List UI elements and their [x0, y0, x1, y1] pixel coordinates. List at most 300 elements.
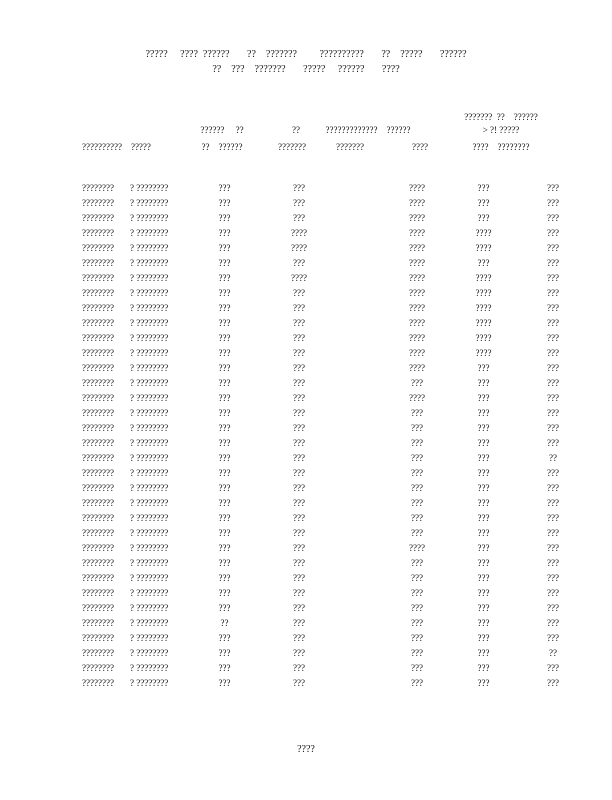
- table-cell: ????: [409, 183, 425, 193]
- document-title-line-1: ????? ???? ?????? ?? ??????? ?????????? ?? ????? ??????: [145, 49, 467, 60]
- table-cell: ???: [218, 528, 231, 538]
- table-cell: ???: [477, 258, 490, 268]
- table-cell: ???: [547, 228, 559, 238]
- table-cell: ? ????????: [130, 558, 169, 568]
- table-cell: ???: [477, 408, 490, 418]
- table-cell: ???: [547, 663, 559, 673]
- table-cell: ????????: [82, 393, 114, 403]
- column-header-3-line-2: ???????: [278, 142, 306, 152]
- table-cell: ???: [477, 558, 490, 568]
- table-cell: ????????: [82, 303, 114, 313]
- table-row: [82, 556, 604, 571]
- table-cell: ???: [547, 183, 559, 193]
- table-cell: ???: [477, 183, 490, 193]
- table-cell: ? ????????: [130, 468, 169, 478]
- table-row: [82, 181, 604, 196]
- table-cell: ???: [411, 528, 423, 538]
- table-row: [82, 241, 604, 256]
- table-cell: ???: [293, 183, 305, 193]
- table-cell: ???: [411, 453, 423, 463]
- table-cell: ???: [547, 543, 559, 553]
- table-cell: ? ????????: [130, 438, 169, 448]
- table-cell: ????: [409, 303, 425, 313]
- table-cell: ???: [547, 438, 559, 448]
- table-cell: ???: [411, 513, 423, 523]
- table-cell: ???: [547, 678, 559, 688]
- table-row: [82, 646, 604, 661]
- table-cell: ????: [409, 228, 425, 238]
- column-header-4-line-1: ????????????? ??????: [325, 125, 411, 135]
- table-cell: ???: [411, 468, 423, 478]
- table-cell: ???: [293, 543, 305, 553]
- table-cell: ???: [293, 288, 305, 298]
- document-title-line-2: ?? ??? ??????? ????? ?????? ????: [212, 64, 400, 75]
- table-cell: ???: [218, 408, 231, 418]
- table-cell: ???: [411, 378, 423, 388]
- table-cell: ???: [547, 498, 559, 508]
- table-cell: ???: [293, 483, 305, 493]
- table-cell: ???: [477, 378, 490, 388]
- table-spacer-cell: [351, 256, 369, 271]
- table-cell: ???: [547, 348, 559, 358]
- table-spacer-cell: [351, 436, 369, 451]
- table-row: [82, 271, 604, 286]
- table-cell: ? ????????: [130, 378, 169, 388]
- table-cell: ???: [547, 633, 559, 643]
- table-spacer-cell: [351, 646, 369, 661]
- table-cell: ???: [218, 393, 231, 403]
- table-cell: ????: [409, 393, 425, 403]
- table-spacer-cell: [351, 661, 369, 676]
- table-cell: ???: [218, 663, 231, 673]
- column-header-3-line-1: ??: [292, 125, 300, 135]
- table-cell: ????????: [82, 678, 114, 688]
- table-cell: ??: [549, 648, 557, 658]
- table-cell: ???: [547, 198, 559, 208]
- table-cell: ???: [547, 363, 559, 373]
- table-cell: ????: [475, 273, 492, 283]
- table-cell: ????: [409, 198, 425, 208]
- table-cell: ???: [411, 618, 423, 628]
- table-cell: ????????: [82, 333, 114, 343]
- table-spacer-cell: [351, 226, 369, 241]
- table-cell: ???: [218, 288, 231, 298]
- table-cell: ? ????????: [130, 603, 169, 613]
- table-cell: ???: [218, 588, 231, 598]
- table-spacer-cell: [351, 631, 369, 646]
- table-cell: ???: [477, 468, 490, 478]
- table-cell: ???: [477, 453, 490, 463]
- table-cell: ????????: [82, 288, 114, 298]
- table-cell: ??: [220, 618, 229, 628]
- table-cell: ???: [293, 198, 305, 208]
- table-cell: ????????: [82, 633, 114, 643]
- table-spacer-cell: [351, 616, 369, 631]
- table-cell: ???: [293, 588, 305, 598]
- table-spacer-cell: [351, 181, 369, 196]
- table-spacer-cell: [351, 286, 369, 301]
- table-cell: ???: [293, 318, 305, 328]
- table-cell: ???: [547, 213, 559, 223]
- table-row: [82, 196, 604, 211]
- table-row: [82, 316, 604, 331]
- column-header-2-line-2: ?? ??????: [201, 142, 243, 152]
- table-row: [82, 391, 604, 406]
- table-cell: ????????: [82, 408, 114, 418]
- table-spacer-cell: [351, 421, 369, 436]
- table-cell: ????????: [82, 228, 114, 238]
- table-cell: ????????: [82, 528, 114, 538]
- table-cell: ???: [218, 468, 231, 478]
- table-row: [82, 451, 604, 466]
- table-cell: ???: [477, 363, 490, 373]
- table-cell: ????: [475, 303, 492, 313]
- table-cell: ? ????????: [130, 648, 169, 658]
- table-row: [82, 496, 604, 511]
- table-cell: ????????: [82, 558, 114, 568]
- page-number: ????: [297, 744, 315, 755]
- table-spacer-cell: [351, 376, 369, 391]
- table-spacer-cell: [351, 586, 369, 601]
- table-cell: ???: [293, 528, 305, 538]
- table-cell: ????: [475, 228, 492, 238]
- table-cell: ???: [218, 603, 231, 613]
- table-cell: ????: [409, 543, 425, 553]
- table-cell: ???: [477, 498, 490, 508]
- table-row: [82, 286, 604, 301]
- table-cell: ???: [547, 603, 559, 613]
- table-spacer-cell: [351, 196, 369, 211]
- table-row: [82, 406, 604, 421]
- table-cell: ???: [411, 588, 423, 598]
- table-row: [82, 661, 604, 676]
- table-cell: ???: [293, 423, 305, 433]
- table-cell: ???: [411, 663, 423, 673]
- table-spacer-cell: [351, 526, 369, 541]
- table-row: [82, 481, 604, 496]
- table-cell: ???: [477, 573, 490, 583]
- table-cell: ???: [477, 543, 490, 553]
- column-header-6-line-2: > ?! ?????: [482, 125, 520, 135]
- table-cell: ???: [477, 438, 490, 448]
- table-cell: ???: [218, 558, 231, 568]
- table-cell: ???: [293, 333, 305, 343]
- table-spacer-cell: [351, 361, 369, 376]
- table-cell: ????????: [82, 258, 114, 268]
- table-spacer-cell: [351, 676, 369, 691]
- table-cell: ????: [475, 318, 492, 328]
- table-cell: ???: [293, 213, 305, 223]
- table-spacer-cell: [351, 451, 369, 466]
- table-cell: ???: [218, 453, 231, 463]
- table-cell: ???: [547, 243, 559, 253]
- table-cell: ????????: [82, 213, 114, 223]
- table-row: [82, 526, 604, 541]
- table-cell: ? ????????: [130, 408, 169, 418]
- table-spacer-cell: [351, 541, 369, 556]
- table-cell: ???: [547, 588, 559, 598]
- table-cell: ? ????????: [130, 393, 169, 403]
- table-spacer-cell: [351, 241, 369, 256]
- table-cell: ???: [477, 663, 490, 673]
- table-cell: ????????: [82, 438, 114, 448]
- table-cell: ????????: [82, 378, 114, 388]
- table-spacer-cell: [351, 601, 369, 616]
- table-cell: ? ????????: [130, 453, 169, 463]
- table-cell: ???: [218, 258, 231, 268]
- table-cell: ? ????????: [130, 183, 169, 193]
- table-cell: ? ????????: [130, 543, 169, 553]
- table-cell: ???: [293, 363, 305, 373]
- table-cell: ????: [409, 243, 425, 253]
- table-cell: ? ????????: [130, 333, 169, 343]
- table-cell: ???: [411, 558, 423, 568]
- table-cell: ????: [291, 273, 307, 283]
- table-cell: ????: [409, 333, 425, 343]
- table-cell: ? ????????: [130, 243, 169, 253]
- table-row: [82, 466, 604, 481]
- table-cell: ????????: [82, 618, 114, 628]
- table-cell: ????????: [82, 453, 114, 463]
- table-cell: ???: [218, 483, 231, 493]
- table-cell: ???: [547, 258, 559, 268]
- table-cell: ???: [293, 663, 305, 673]
- table-cell: ???: [411, 438, 423, 448]
- table-cell: ????: [409, 318, 425, 328]
- table-cell: ???: [218, 318, 231, 328]
- table-cell: ???: [293, 573, 305, 583]
- table-cell: ????: [475, 348, 492, 358]
- table-cell: ????????: [82, 648, 114, 658]
- table-cell: ????????: [82, 183, 114, 193]
- table-cell: ???: [477, 588, 490, 598]
- table-cell: ? ????????: [130, 363, 169, 373]
- table-cell: ???: [477, 528, 490, 538]
- table-spacer-cell: [351, 511, 369, 526]
- table-cell: ????????: [82, 468, 114, 478]
- table-cell: ? ????????: [130, 303, 169, 313]
- table-cell: ???: [218, 573, 231, 583]
- table-cell: ???: [477, 393, 490, 403]
- table-cell: ????????: [82, 483, 114, 493]
- table-cell: ? ????????: [130, 483, 169, 493]
- table-cell: ? ????????: [130, 258, 169, 268]
- table-spacer-cell: [351, 301, 369, 316]
- table-cell: ? ????????: [130, 273, 169, 283]
- table-cell: ????????: [82, 588, 114, 598]
- table-cell: ???: [218, 303, 231, 313]
- table-cell: ???: [218, 363, 231, 373]
- table-cell: ????: [409, 273, 425, 283]
- table-row: [82, 571, 604, 586]
- table-cell: ???: [411, 498, 423, 508]
- table-cell: ? ????????: [130, 528, 169, 538]
- table-cell: ???: [547, 528, 559, 538]
- table-cell: ???: [477, 678, 490, 688]
- table-cell: ????????: [82, 348, 114, 358]
- table-cell: ???: [477, 198, 490, 208]
- table-cell: ???: [547, 303, 559, 313]
- table-cell: ????????: [82, 423, 114, 433]
- table-cell: ???: [293, 498, 305, 508]
- table-cell: ???: [218, 498, 231, 508]
- table-cell: ???: [293, 348, 305, 358]
- table-spacer-cell: [351, 406, 369, 421]
- table-cell: ????: [291, 243, 307, 253]
- table-cell: ???: [547, 468, 559, 478]
- table-spacer-cell: [351, 391, 369, 406]
- table-spacer-cell: [351, 271, 369, 286]
- table-cell: ? ????????: [130, 618, 169, 628]
- table-spacer-cell: [351, 466, 369, 481]
- table-cell: ???: [477, 423, 490, 433]
- table-row: [82, 511, 604, 526]
- table-cell: ???: [218, 648, 231, 658]
- table-cell: ???: [293, 678, 305, 688]
- table-row: [82, 676, 604, 691]
- table-cell: ????: [475, 288, 492, 298]
- table-cell: ???: [547, 423, 559, 433]
- table-cell: ???: [218, 423, 231, 433]
- table-cell: ????????: [82, 498, 114, 508]
- table-spacer-cell: [351, 316, 369, 331]
- table-cell: ???: [477, 633, 490, 643]
- table-cell: ???: [547, 273, 559, 283]
- table-cell: ???: [477, 513, 490, 523]
- table-cell: ???: [218, 543, 231, 553]
- table-cell: ? ????????: [130, 348, 169, 358]
- column-header-5-line-2: ????: [412, 142, 428, 152]
- table-row: [82, 541, 604, 556]
- table-cell: ???: [547, 618, 559, 628]
- table-cell: ? ????????: [130, 678, 169, 688]
- column-header-6-line-1: ??????? ?? ??????: [464, 112, 538, 122]
- table-cell: ???: [547, 333, 559, 343]
- table-row: [82, 346, 604, 361]
- table-cell: ???: [411, 408, 423, 418]
- table-cell: ????: [475, 333, 492, 343]
- table-cell: ???: [218, 333, 231, 343]
- table-cell: ? ????????: [130, 228, 169, 238]
- table-cell: ? ????????: [130, 213, 169, 223]
- table-cell: ????: [475, 243, 492, 253]
- table-cell: ????????: [82, 543, 114, 553]
- table-row: [82, 586, 604, 601]
- table-cell: ????????: [82, 573, 114, 583]
- table-row: [82, 361, 604, 376]
- column-header-6-line-3: ???? ????????: [472, 142, 530, 152]
- table-cell: ???: [293, 618, 305, 628]
- table-cell: ????????: [82, 363, 114, 373]
- table-cell: ???: [411, 483, 423, 493]
- table-cell: ????????: [82, 513, 114, 523]
- table-spacer-cell: [351, 346, 369, 361]
- table-cell: ???: [477, 483, 490, 493]
- table-row: [82, 436, 604, 451]
- table-cell: ???: [477, 603, 490, 613]
- table-cell: ????????: [82, 273, 114, 283]
- table-cell: ???: [293, 453, 305, 463]
- table-cell: ???: [411, 603, 423, 613]
- table-cell: ???: [411, 633, 423, 643]
- column-header-label: ?????????? ?????: [82, 142, 151, 152]
- table-spacer-cell: [351, 496, 369, 511]
- table-row: [82, 331, 604, 346]
- table-cell: ???: [477, 213, 490, 223]
- table-spacer-cell: [351, 211, 369, 226]
- table-cell: ????: [409, 348, 425, 358]
- table-row: [82, 421, 604, 436]
- table-cell: ???: [293, 438, 305, 448]
- table-cell: ??: [549, 453, 557, 463]
- table-row: [82, 256, 604, 271]
- table-cell: ???: [218, 378, 231, 388]
- table-cell: ???: [293, 648, 305, 658]
- table-cell: ???: [218, 228, 231, 238]
- table-row: [82, 301, 604, 316]
- table-cell: ???: [218, 183, 231, 193]
- table-cell: ???: [293, 258, 305, 268]
- table-cell: ????????: [82, 243, 114, 253]
- table-row: [82, 631, 604, 646]
- table-row: [82, 601, 604, 616]
- table-cell: ???: [293, 378, 305, 388]
- table-cell: ???: [411, 573, 423, 583]
- table-cell: ???: [547, 408, 559, 418]
- table-cell: ? ????????: [130, 288, 169, 298]
- table-cell: ????: [409, 288, 425, 298]
- table-cell: ???: [218, 678, 231, 688]
- table-cell: ???: [218, 213, 231, 223]
- table-cell: ???: [547, 558, 559, 568]
- table-cell: ????????: [82, 663, 114, 673]
- table-row: [82, 211, 604, 226]
- table-cell: ???: [293, 558, 305, 568]
- table-cell: ? ????????: [130, 498, 169, 508]
- table-cell: ???: [218, 513, 231, 523]
- table-cell: ???: [293, 603, 305, 613]
- table-cell: ????: [291, 228, 307, 238]
- table-cell: ???: [547, 378, 559, 388]
- table-spacer-cell: [351, 481, 369, 496]
- table-row: [82, 376, 604, 391]
- table-cell: ???: [547, 573, 559, 583]
- table-cell: ???: [411, 423, 423, 433]
- table-cell: ???: [293, 633, 305, 643]
- table-cell: ???: [293, 393, 305, 403]
- data-table-body: [82, 181, 604, 691]
- column-header-4-line-2: ???????: [336, 142, 364, 152]
- table-cell: ????????: [82, 198, 114, 208]
- table-cell: ????: [409, 363, 425, 373]
- table-cell: ???: [293, 303, 305, 313]
- column-header-2-line-1: ?????? ??: [200, 125, 244, 135]
- table-cell: ????: [409, 213, 425, 223]
- table-cell: ???: [218, 348, 231, 358]
- table-cell: ???: [218, 198, 231, 208]
- table-cell: ???: [547, 288, 559, 298]
- table-row: [82, 226, 604, 241]
- table-cell: ???: [477, 648, 490, 658]
- table-row: [82, 616, 604, 631]
- table-cell: ???: [218, 438, 231, 448]
- table-cell: ???: [293, 513, 305, 523]
- data-table: [82, 181, 604, 691]
- table-cell: ? ????????: [130, 198, 169, 208]
- table-cell: ? ????????: [130, 423, 169, 433]
- table-cell: ???: [477, 618, 490, 628]
- table-cell: ? ????????: [130, 633, 169, 643]
